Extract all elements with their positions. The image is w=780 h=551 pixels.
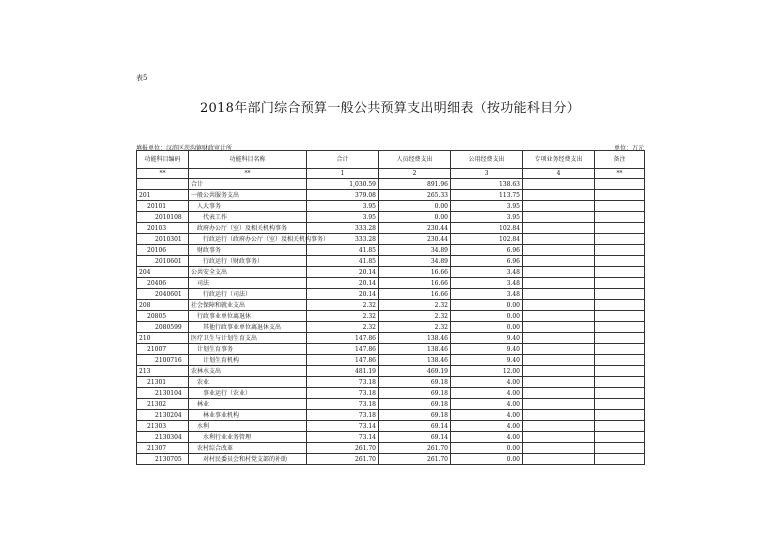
special-cell — [523, 399, 595, 410]
table-row — [137, 344, 645, 355]
table-row — [137, 355, 645, 366]
name-cell: 计划生育机构 — [189, 355, 307, 366]
code-cell: 208 — [137, 300, 189, 311]
total-cell: 73.18 — [307, 410, 379, 421]
public-cell: 3.48 — [451, 267, 523, 278]
name-cell: 人大事务 — [189, 201, 307, 212]
personnel-cell: 0.00 — [379, 212, 451, 223]
total-cell: 1,030.59 — [307, 179, 379, 190]
personnel-cell: 261.70 — [379, 454, 451, 465]
personnel-cell: 138.46 — [379, 355, 451, 366]
personnel-cell: 230.44 — [379, 223, 451, 234]
code-cell: 21303 — [137, 421, 189, 432]
name-cell: 合计 — [189, 179, 307, 190]
code-cell: 21007 — [137, 344, 189, 355]
name-cell: 其他行政事业单位离退休支出 — [189, 322, 307, 333]
table-row — [137, 289, 645, 300]
note-cell — [595, 443, 645, 454]
index-cell: 1 — [307, 169, 379, 179]
total-cell: 20.14 — [307, 267, 379, 278]
table-header-row — [137, 151, 645, 169]
total-cell: 261.70 — [307, 454, 379, 465]
index-cell: ** — [137, 169, 189, 179]
header-personnel: 人员经费支出 — [379, 151, 451, 169]
personnel-cell: 69.14 — [379, 421, 451, 432]
code-cell: 2040601 — [137, 289, 189, 300]
total-cell: 2.32 — [307, 311, 379, 322]
total-cell: 73.14 — [307, 432, 379, 443]
special-cell — [523, 355, 595, 366]
personnel-cell: 138.46 — [379, 344, 451, 355]
public-cell: 9.40 — [451, 344, 523, 355]
public-cell: 0.00 — [451, 443, 523, 454]
total-cell: 333.28 — [307, 223, 379, 234]
note-cell — [595, 179, 645, 190]
total-cell: 379.08 — [307, 190, 379, 201]
code-cell: 2010301 — [137, 234, 189, 245]
currency-unit: 单位：万元 — [613, 145, 644, 152]
table-row — [137, 377, 645, 388]
special-cell — [523, 245, 595, 256]
header-total: 合计 — [307, 151, 379, 169]
public-cell: 0.00 — [451, 454, 523, 465]
name-cell: 计划生育事务 — [189, 344, 307, 355]
code-cell: 20101 — [137, 201, 189, 212]
header-note: 备注 — [595, 151, 645, 169]
public-cell: 6.96 — [451, 256, 523, 267]
total-cell: 20.14 — [307, 289, 379, 300]
total-cell: 261.70 — [307, 443, 379, 454]
table-row — [137, 443, 645, 454]
note-cell — [595, 223, 645, 234]
public-cell: 0.00 — [451, 311, 523, 322]
note-cell — [595, 256, 645, 267]
total-cell: 73.14 — [307, 421, 379, 432]
personnel-cell: 16.66 — [379, 289, 451, 300]
total-cell: 147.86 — [307, 333, 379, 344]
total-cell: 147.86 — [307, 355, 379, 366]
code-cell: 2130204 — [137, 410, 189, 421]
note-cell — [595, 212, 645, 223]
code-cell: 210 — [137, 333, 189, 344]
table-row — [137, 223, 645, 234]
personnel-cell: 230.44 — [379, 234, 451, 245]
note-cell — [595, 399, 645, 410]
name-cell: 对村民委员会和村党支部的补助 — [189, 454, 307, 465]
code-cell: 201 — [137, 190, 189, 201]
table-row — [137, 333, 645, 344]
special-cell — [523, 421, 595, 432]
code-cell: 213 — [137, 366, 189, 377]
special-cell — [523, 454, 595, 465]
index-cell: 4 — [523, 169, 595, 179]
table-row — [137, 388, 645, 399]
code-cell: 20406 — [137, 278, 189, 289]
index-cell: ** — [595, 169, 645, 179]
public-cell: 4.00 — [451, 377, 523, 388]
total-cell: 333.28 — [307, 234, 379, 245]
name-cell: 政府办公厅（室）及相关机构事务 — [189, 223, 307, 234]
public-cell: 102.84 — [451, 223, 523, 234]
note-cell — [595, 300, 645, 311]
code-cell — [137, 179, 189, 190]
special-cell — [523, 366, 595, 377]
code-cell: 21302 — [137, 399, 189, 410]
total-cell: 73.18 — [307, 399, 379, 410]
personnel-cell: 34.89 — [379, 256, 451, 267]
table-row — [137, 300, 645, 311]
name-cell: 行政事业单位离退休 — [189, 311, 307, 322]
table-row — [137, 179, 645, 190]
note-cell — [595, 289, 645, 300]
public-cell: 4.00 — [451, 410, 523, 421]
name-cell: 林业 — [189, 399, 307, 410]
table-row — [137, 432, 645, 443]
note-cell — [595, 432, 645, 443]
code-cell: 21307 — [137, 443, 189, 454]
table-row — [137, 245, 645, 256]
note-cell — [595, 311, 645, 322]
note-cell — [595, 410, 645, 421]
special-cell — [523, 388, 595, 399]
header-name: 功能科目名称 — [189, 151, 307, 169]
code-cell: 2010601 — [137, 256, 189, 267]
special-cell — [523, 223, 595, 234]
special-cell — [523, 377, 595, 388]
note-cell — [595, 377, 645, 388]
total-cell: 41.85 — [307, 245, 379, 256]
note-cell — [595, 322, 645, 333]
table-row — [137, 234, 645, 245]
table-row — [137, 421, 645, 432]
code-cell: 20103 — [137, 223, 189, 234]
personnel-cell: 2.32 — [379, 322, 451, 333]
total-cell: 3.95 — [307, 201, 379, 212]
name-cell: 农业 — [189, 377, 307, 388]
personnel-cell: 261.70 — [379, 443, 451, 454]
total-cell: 147.86 — [307, 344, 379, 355]
note-cell — [595, 344, 645, 355]
public-cell: 138.63 — [451, 179, 523, 190]
code-cell: 2010108 — [137, 212, 189, 223]
public-cell: 4.00 — [451, 388, 523, 399]
special-cell — [523, 443, 595, 454]
public-cell: 6.96 — [451, 245, 523, 256]
personnel-cell: 69.18 — [379, 388, 451, 399]
note-cell — [595, 388, 645, 399]
personnel-cell: 69.18 — [379, 410, 451, 421]
public-cell: 12.00 — [451, 366, 523, 377]
personnel-cell: 265.33 — [379, 190, 451, 201]
special-cell — [523, 344, 595, 355]
name-cell: 社会保障和就业支出 — [189, 300, 307, 311]
public-cell: 4.00 — [451, 399, 523, 410]
personnel-cell: 2.32 — [379, 311, 451, 322]
public-cell: 3.95 — [451, 212, 523, 223]
special-cell — [523, 212, 595, 223]
personnel-cell: 469.19 — [379, 366, 451, 377]
index-row — [137, 169, 645, 179]
special-cell — [523, 179, 595, 190]
special-cell — [523, 190, 595, 201]
public-cell: 4.00 — [451, 432, 523, 443]
note-cell — [595, 454, 645, 465]
personnel-cell: 16.66 — [379, 278, 451, 289]
public-cell: 3.48 — [451, 289, 523, 300]
total-cell: 2.32 — [307, 300, 379, 311]
code-cell: 20106 — [137, 245, 189, 256]
code-cell: 2130705 — [137, 454, 189, 465]
name-cell: 司法 — [189, 278, 307, 289]
special-cell — [523, 256, 595, 267]
public-cell: 0.00 — [451, 300, 523, 311]
public-cell: 3.48 — [451, 278, 523, 289]
name-cell: 医疗卫生与计划生育支出 — [189, 333, 307, 344]
special-cell — [523, 322, 595, 333]
code-cell: 20805 — [137, 311, 189, 322]
public-cell: 4.00 — [451, 421, 523, 432]
name-cell: 水利 — [189, 421, 307, 432]
public-cell: 0.00 — [451, 322, 523, 333]
special-cell — [523, 234, 595, 245]
personnel-cell: 891.96 — [379, 179, 451, 190]
table-row — [137, 190, 645, 201]
public-cell: 113.75 — [451, 190, 523, 201]
table-row — [137, 201, 645, 212]
special-cell — [523, 278, 595, 289]
table-row — [137, 322, 645, 333]
personnel-cell: 69.18 — [379, 399, 451, 410]
personnel-cell: 16.66 — [379, 267, 451, 278]
table-row — [137, 278, 645, 289]
code-cell: 2130304 — [137, 432, 189, 443]
table-row — [137, 311, 645, 322]
name-cell: 行政运行（政府办公厅（室）及相关机构事务） — [189, 234, 307, 245]
name-cell: 公共安全支出 — [189, 267, 307, 278]
table-row — [137, 410, 645, 421]
index-cell: 2 — [379, 169, 451, 179]
note-cell — [595, 278, 645, 289]
personnel-cell: 0.00 — [379, 201, 451, 212]
name-cell: 农村综合改革 — [189, 443, 307, 454]
personnel-cell: 69.18 — [379, 377, 451, 388]
index-cell: ** — [189, 169, 307, 179]
note-cell — [595, 201, 645, 212]
personnel-cell: 2.32 — [379, 300, 451, 311]
name-cell: 农林水支出 — [189, 366, 307, 377]
note-cell — [595, 267, 645, 278]
total-cell: 20.14 — [307, 278, 379, 289]
code-cell: 21301 — [137, 377, 189, 388]
table-row — [137, 256, 645, 267]
special-cell — [523, 410, 595, 421]
table-number-label: 表5 — [136, 74, 148, 82]
code-cell: 2100716 — [137, 355, 189, 366]
special-cell — [523, 201, 595, 212]
note-cell — [595, 333, 645, 344]
name-cell: 行政运行（司法） — [189, 289, 307, 300]
total-cell: 2.32 — [307, 322, 379, 333]
public-cell: 102.84 — [451, 234, 523, 245]
note-cell — [595, 234, 645, 245]
table-row — [137, 399, 645, 410]
index-cell: 3 — [451, 169, 523, 179]
table-row — [137, 212, 645, 223]
code-cell: 204 — [137, 267, 189, 278]
code-cell: 2130104 — [137, 388, 189, 399]
budget-detail-table — [136, 150, 645, 465]
public-cell: 9.40 — [451, 355, 523, 366]
special-cell — [523, 289, 595, 300]
total-cell: 73.18 — [307, 377, 379, 388]
note-cell — [595, 421, 645, 432]
personnel-cell: 34.89 — [379, 245, 451, 256]
total-cell: 73.18 — [307, 388, 379, 399]
header-code: 功能科目编码 — [137, 151, 189, 169]
name-cell: 一般公共服务支出 — [189, 190, 307, 201]
note-cell — [595, 355, 645, 366]
name-cell: 行政运行（财政事务） — [189, 256, 307, 267]
table-row — [137, 267, 645, 278]
public-cell: 9.40 — [451, 333, 523, 344]
special-cell — [523, 300, 595, 311]
note-cell — [595, 366, 645, 377]
page-title: 2018年部门综合预算一般公共预算支出明细表（按功能科目分） — [199, 101, 581, 116]
code-cell: 2080599 — [137, 322, 189, 333]
name-cell: 财政事务 — [189, 245, 307, 256]
special-cell — [523, 432, 595, 443]
header-public: 公用经费支出 — [451, 151, 523, 169]
special-cell — [523, 333, 595, 344]
special-cell — [523, 311, 595, 322]
name-cell: 事业运行（农业） — [189, 388, 307, 399]
special-cell — [523, 267, 595, 278]
table-row — [137, 366, 645, 377]
name-cell: 代表工作 — [189, 212, 307, 223]
personnel-cell: 138.46 — [379, 333, 451, 344]
header-special: 专项业务经费支出 — [523, 151, 595, 169]
table-row — [137, 454, 645, 465]
name-cell: 林业事业机构 — [189, 410, 307, 421]
reporting-unit: 填报单位：汉滨区茨沟镇财政审计所 — [136, 145, 233, 152]
total-cell: 41.85 — [307, 256, 379, 267]
name-cell: 水利行业业务管理 — [189, 432, 307, 443]
personnel-cell: 69.14 — [379, 432, 451, 443]
note-cell — [595, 245, 645, 256]
public-cell: 3.95 — [451, 201, 523, 212]
total-cell: 3.95 — [307, 212, 379, 223]
note-cell — [595, 190, 645, 201]
total-cell: 481.19 — [307, 366, 379, 377]
